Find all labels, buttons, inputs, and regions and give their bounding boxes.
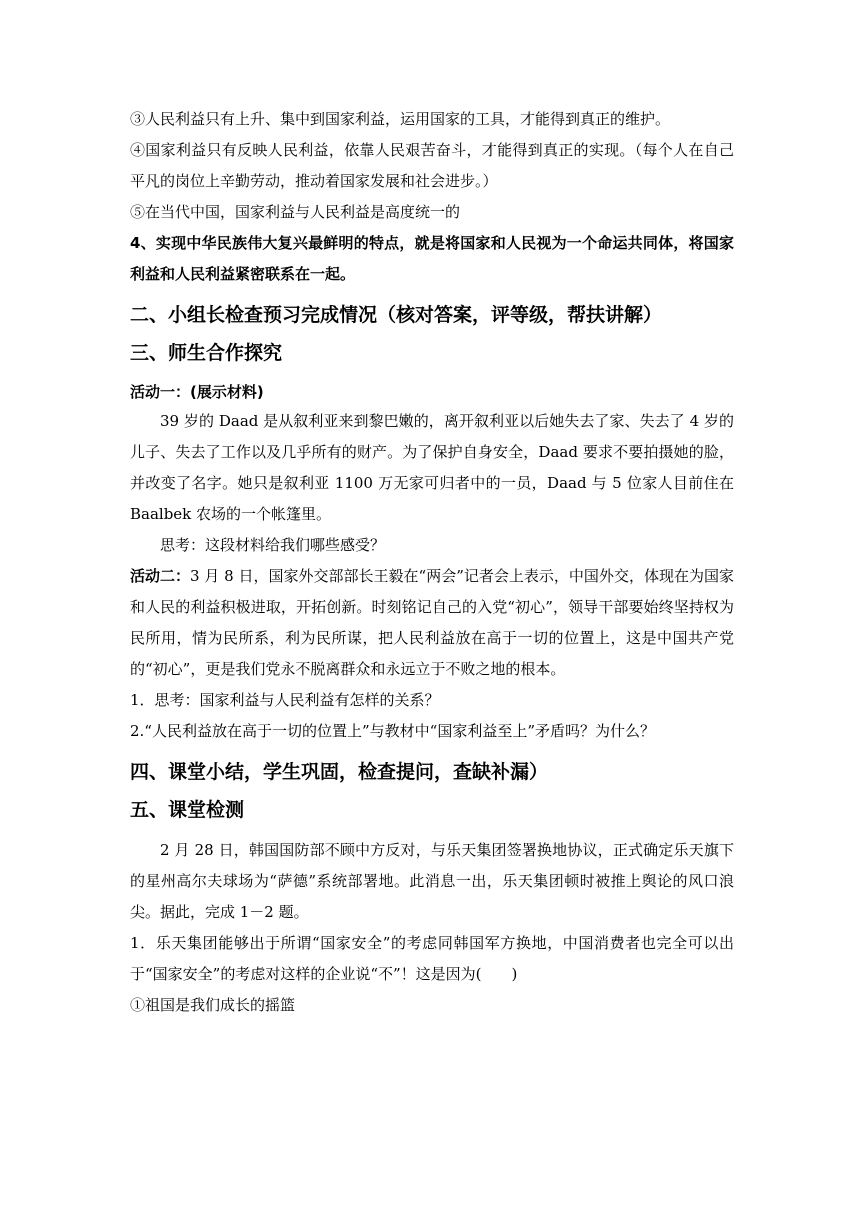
activity-1-question: 思考：这段材料给我们哪些感受？ [160,536,386,554]
activity-2-paragraph [130,561,734,685]
activity-1-title: 活动一：(展示材料) [130,383,264,401]
key-point-4: 4、实现中华民族伟大复兴最鲜明的特点，就是将国家和人民视为一个命运共同体，将国家利益和人民利益紧密联系在一起。 [130,234,734,283]
activity-2-text: 3 月 8 日，国家外交部部长王毅在“两会”记者会上表示，中国外交，体现在为国家和人民的利益积极进取，开拓创新。时刻铭记自己的入党“初心”，领导干部要始终坚持权为民所用，情为民所系，利为民所谋，把人民利益放在高于一切的位置上，这是中国共产党的“初心”，更是我们党永不脱离群众和永远立于不败之地的根本。 [130,567,734,678]
section-heading-2: 二、小组长检查预习完成情况（核对答案，评等级，帮扶讲解） [130,304,663,326]
test-question-1: 1．乐天集团能够出于所谓“国家安全”的考虑同韩国军方换地，中国消费者也完全可以出于“国家安全”的考虑对这样的企业说“不”！这是因为( ) [130,934,734,983]
section-heading-5: 五、课堂检测 [130,799,245,821]
point-5: ⑤在当代中国，国家利益与人民利益是高度统一的 [130,203,461,221]
section-heading-3: 三、师生合作探究 [130,342,283,364]
section-heading-4: 四、课堂小结，学生巩固，检查提问，查缺补漏） [130,761,549,783]
activity-2-question-2: 2.“人民利益放在高于一切的位置上”与教材中“国家利益至上”矛盾吗？为什么？ [130,722,655,740]
activity-1-material: 39 岁的 Daad 是从叙利亚来到黎巴嫩的，离开叙利亚以后她失去了家、失去了 4 岁的儿子、失去了工作以及几乎所有的财产。为了保护自身安全，Daad 要求不要拍摄她的脸，并改变了名字。她只是叙利亚 1100 万无家可归者中的一员，Daad 与 5 位家人目前住在 Baalbek 农场的一个帐篷里。 [130,412,734,523]
point-4: ④国家利益只有反映人民利益，依靠人民艰苦奋斗，才能得到真正的实现。（每个人在自己平凡的岗位上辛勤劳动，推动着国家发展和社会进步。） [130,141,734,190]
test-option-1: ①祖国是我们成长的摇篮 [130,996,296,1014]
activity-2-label: 活动二： [130,567,191,585]
point-3: ③人民利益只有上升、集中到国家利益，运用国家的工具，才能得到真正的维护。 [130,110,671,128]
test-material: 2 月 28 日，韩国国防部不顾中方反对，与乐天集团签署换地协议，正式确定乐天旗下的星州高尔夫球场为“萨德”系统部署地。此消息一出，乐天集团顿时被推上舆论的风口浪尖。据此，完成 1－2 题。 [130,841,734,921]
activity-2-question-1: 1．思考：国家利益与人民利益有怎样的关系？ [130,691,440,709]
document-page [130,104,734,1021]
